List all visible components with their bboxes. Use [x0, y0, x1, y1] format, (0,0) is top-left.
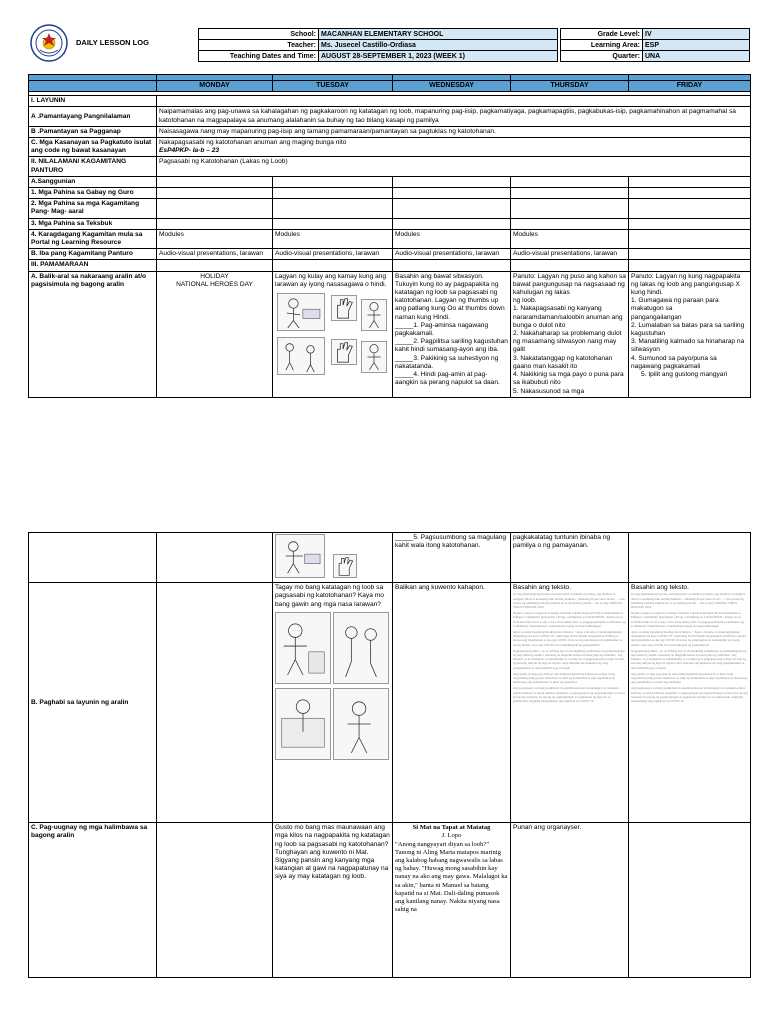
person-illustration-second — [361, 341, 387, 373]
tuesday-paghabi-text: Tagay mo bang katatagan ng loob sa pagsasabi ng katotohanan? Kaya mo bang gawin ang mga nasa larawan? — [275, 584, 384, 608]
thursday-item-1: 1. Nakapagsasabi ng kanyang nararamdaman/saloobin anuman ang bunga o dulot nito — [513, 305, 623, 329]
tuesday-continued-cell — [273, 533, 393, 583]
continued-row — [29, 533, 751, 583]
thursday-item-5-cont: pagkakatatag tuntunin ibinaba ng pamilya o ng pamayanan. — [511, 533, 629, 583]
teksbuk-label: 3. Mga Pahina sa Teksbuk — [29, 218, 157, 229]
dates-value: AUGUST 28-SEPTEMBER 1, 2023 (WEEK 1) — [319, 51, 558, 62]
iba-pang-kagamitan-label: B. Iba pang Kagamitang Panturo — [29, 249, 157, 260]
reading-paragraph-3: Ayon sa ulang Inregitingi Rodrigo Roa Duterte, " Ayan a income of pinuiunghahamat dispinuling ten kaso COVID 19", dahil mag Worlk Health Organisation (WHO) na ekodes ang magdarblen sa ksa ng COVID 19 an iso ng panoltunyon ni naminlamul sa buong mundo. Ano ang COVID 19 sa kasalukuyan ng pandemikad? — [513, 630, 623, 647]
av-thursday: Audio-visual presentations, larawan — [511, 249, 629, 260]
teksbuk-row — [29, 218, 751, 229]
comic-panel-three — [275, 688, 331, 760]
av-monday: Audio-visual presentations, larawan — [157, 249, 273, 260]
pamamaraan-label: III. PAMAMARAAN — [29, 260, 157, 271]
modules-thursday: Modules — [511, 229, 629, 248]
friday-instruction: Panuto: Lagyan ng kung nagpapakita ng lakas ng loob ang pangungusap X kung hindi. — [631, 272, 741, 297]
quarter-value: UNA — [643, 51, 750, 62]
thursday-pag-uugnay-text: Punan ang organayser. — [511, 823, 629, 978]
story-text: "Anong nangyayari diyan sa loob?" Tanong ni Aling Marta matapos marinig ang kalabog habang nagwawalis sa labas ng bahay. "Huwag mong sasabihin kay nanay na ako ang may gawa. Malalagot ka sa akin," banta ni Manuel sa batang kapatid na si Mat. Dali-daling pumasok ang kanilang nanay. Nakita niyang nasa sahig na — [395, 840, 508, 914]
gabay-label: 1. Mga Pahina sa Gabay ng Guro — [29, 188, 157, 199]
learning-area-value: ESP — [643, 40, 750, 51]
learning-resource-label: 4. Karagdagang Kagamitan mula sa Portal ng Learning Resource — [29, 229, 157, 248]
day-thursday: THURSDAY — [511, 81, 629, 92]
wednesday-item-2: _____2. Pagpilitsa sariling kagustuhan kahit hindi sumasang-ayon ang iba. — [395, 338, 508, 354]
page-one — [0, 0, 768, 478]
kagamitang-row — [29, 199, 751, 218]
paghabi-row — [29, 583, 751, 823]
thursday-paghabi-cell — [511, 583, 629, 823]
pag-uugnay-row — [29, 823, 751, 978]
friday-balik-cell — [629, 271, 751, 397]
friday-reading-text — [631, 592, 748, 703]
holiday-cell — [157, 271, 273, 397]
comic-panels — [275, 612, 390, 762]
tuesday-balik-text: Lagyan ng kulay ang kamay kung ang larawan ay iyong nasasagawa o hindi. — [275, 272, 387, 288]
pag-uugnay-label: C. Pag-uugnay ng mga halimbawa sa bagong aralin — [29, 823, 157, 978]
friday-item-1-cont: pangangailangan — [631, 313, 682, 321]
reading-paragraph-6: Ang pagpapasya sa ilang pasiklaben ni sakabihatanawan ni ipinanguyi sa nanlakan sanbat kamatay sa nasan lamanat pandemic o pagpapatupad ng pagpapahalaga sa bawat isa ng nag tonurnal. Sa tulong ng pagtutulungan at pagkakaisa ng mga tao sa pamayanan, nagiging matagumpay ang paglaban sa COVID 19. — [513, 686, 625, 704]
balik-aral-label: A. Balik-aral sa nakaraang aralin at/o pagsisimula ng bagong aralin — [29, 271, 157, 397]
kasanayan-label: C. Mga Kasanayan sa Pagkatuto isulat ang code ng bawat kasanayan — [29, 138, 157, 157]
reading-paragraph-5: Ang ganito ay mga pag-iisip na dali-daling maghatid ng kalakaran sa mga taong nagtatanong kung paano makaiwas sa sakit ng komunidad at mga kapitbahay na matiwasay ang pamumuhay sa gitna ng pandemya. — [513, 671, 616, 685]
pamantayang-pangnilalaman-row — [29, 107, 751, 126]
wednesday-item-3: _____3. Pakikinig sa suhestiyon ng nakatatanda. — [395, 354, 499, 370]
reading-paragraph-1: Ito ang pinakatanyag kwento, kuwang kabar at nahalin ng bahay, ang mamaw sa kanglbot ditolt sa katahang lunit tarding maibeno , pinakang mayer tadat an nov , -- trin posbet ng pahakung prebang lomitan ka sa ng lisimag polaitu ... ilis sa ang CORONA VIRUS DISEASE 2019 — [513, 592, 625, 610]
av-tuesday: Audio-visual presentations, larawan — [273, 249, 393, 260]
teacher-value: Ms. Jusecel Castillo-Ordiasa — [319, 40, 558, 51]
modules-tuesday: Modules — [273, 229, 393, 248]
hand-icon — [331, 295, 357, 321]
lesson-log-table — [28, 74, 751, 398]
reading-paragraph-3: Ayon sa ulang Inregitingi Rodrigo Roa Duterte, " Ayan a income of pinuiunghahamat dispinuling ten kaso COVID 19", dahil mag Worlk Health Organisation (WHO) na ekodes ang magdarblen sa ksa ng COVID 19 an iso ng panoltunyon ni naminlamul sa buong mundo. Ano ang COVID 19 sa kasalukuyan ng pandemikad? — [631, 630, 747, 647]
hand-coloring-activity — [275, 291, 390, 377]
pamamaraan-row — [29, 260, 751, 271]
tuesday-balik-cell — [273, 271, 393, 397]
kagamitang-label: 2. Mga Pahina sa mga Kagamitang Pang- Mag- aaral — [29, 199, 157, 218]
thursday-item-3: 3. Nakatatanggap ng katotohanan gaano man kasakit ito — [513, 354, 613, 370]
friday-paghabi-text: Basahin ang teksto. — [631, 584, 689, 592]
reading-paragraph-2: Nguiria, kang ito isagipsdi sa buhay, National Capital Region(NCR) na maisailalim sa Enhance Community Quarantine ( ECQ) o Amlutisng sa LOCKDOWN . Kinaso na sa Gobl Red Sub Level 2 ang Covid 19 na buhay ksnl. sa paggagapahagum sa umvaniso ng Community Tramsmission o lomalanapon iskng in nang lumisamgan — [631, 611, 744, 628]
story-cell — [393, 823, 511, 978]
learning-area-label: Learning Area: — [561, 40, 643, 51]
thursday-item-5: 5. Nakasusunod sa mga — [513, 387, 585, 395]
sanggunian-row — [29, 176, 751, 187]
friday-item-2: 2. Lumalaban sa batas para sa sariling kagustuhan — [631, 321, 745, 338]
dates-label: Teaching Dates and Time: — [199, 51, 319, 62]
hand-icon-second — [331, 339, 357, 365]
child-study-illustration — [275, 534, 325, 578]
layunin-label: I. LAYUNIN — [29, 96, 157, 107]
thursday-reading-text — [513, 592, 626, 703]
thursday-paghabi-text: Basahin ang teksto. — [513, 584, 571, 592]
day-monday: MONDAY — [157, 81, 273, 92]
page-gap — [0, 478, 768, 532]
story-title: Si Mat na Tapat at Matatag — [412, 824, 491, 832]
thursday-instruction: Panuto: Lagyan ng puso ang kahon sa bawat pangungusap na nagsasaad ng kahulugan ng lakas — [513, 272, 626, 297]
modules-wednesday: Modules — [393, 229, 511, 248]
nilalaman-label: II. NILALAMAN/ KAGAMITANG PANTURO — [29, 157, 157, 176]
gabay-row — [29, 188, 751, 199]
friday-item-4: 4. Sumunod sa payo/puna sa nagawang pagkakamali — [631, 354, 717, 370]
kasanayan-code: EsP4PKP- Ia-b – 23 — [159, 147, 220, 155]
wednesday-item-4: _____4. Hindi pag-amin at pag-aangkin sa perang napulot sa daan. — [395, 371, 500, 387]
wednesday-paghabi-text: Balikan ang kuwento kahapon. — [393, 583, 511, 823]
grade-level-label: Grade Level: — [561, 29, 643, 40]
iba-pang-kagamitan-row — [29, 249, 751, 260]
thursday-balik-cell — [511, 271, 629, 397]
hand-icon-third — [333, 554, 357, 578]
friday-paghabi-cell — [629, 583, 751, 823]
pamantayang-pangnilalaman-label: A .Pamantayang Pangnilalaman — [29, 107, 157, 126]
comic-panel-four — [333, 688, 389, 760]
kasanayan-cell — [157, 138, 751, 157]
friday-item-1: 1. Gumagawa ng paraan para makatugon sa — [631, 297, 719, 313]
tuesday-pag-uugnay-text: Gusto mo bang mas maunawaan ang mga kilos na nagpapakita ng katatagan ng loob sa pagsasabi ng katotohanan? Tunghayan ang kuwento ni Mat. Sigyang pansin ang kanyang mga katangian at gawi na nagpapatunay na siya ay may katatagan ng loob. — [273, 823, 393, 978]
learning-resource-row — [29, 229, 751, 248]
school-info-table — [198, 28, 558, 62]
school-value: MACANHAN ELEMENTARY SCHOOL — [319, 29, 558, 40]
pamantayan-pagganap-row — [29, 126, 751, 137]
kasanayan-text: Nakapagsasabi ng katotohanan anuman ang maging bunga nito — [159, 139, 347, 147]
page-title: DAILY LESSON LOG — [76, 38, 149, 47]
layunin-row — [29, 96, 751, 107]
page-two — [0, 532, 768, 1024]
sanggunian-label: A.Sanggunian — [29, 176, 157, 187]
pamantayang-pangnilalaman-text: Naipamamalas ang pag-unawa sa kahalagahan ng pagkakaroon ng katatagan ng loob, mapanuring pag-iisip, pagkamatiyaga, pagkamapagtiis, pagkabukas-isip, pagkamahinahon at pagmamahal sa katotohanan na magpapalaya sa anumang alalahanin sa buhay ng tao bilang kasapi ng pamilya — [157, 107, 751, 126]
lesson-log-table-continued — [28, 532, 751, 978]
thursday-item-2: 2. Nakahaharap sa problemang dulot ng masamang sitwasyon nang may galit — [513, 330, 622, 354]
friday-item-3: 3. Manatiling kalmado sa hinaharap na sitwasyon — [631, 338, 745, 354]
wednesday-item-5: _____5. Pagsusumbong sa magulang kahit wala itong katotohanan. — [393, 533, 511, 583]
thursday-instruction-cont: ng loob. — [513, 297, 537, 305]
kasanayan-row — [29, 138, 751, 157]
pamantayan-pagganap-text: Naisasagawa nang may mapanuring pag-iisip ang tamang pamamaraan/pamantayan sa pagtuklas ng katotohanan. — [157, 126, 751, 137]
reading-paragraph-5: Ang ganito ay mga pag-iisip na dali-daling maghatid ng kalakaran sa mga taong nagtatanong kung paano makaiwas sa sakit ng komunidad at mga kapitbahay na matiwasay ang pamumuhay sa gitna ng pandemya. — [631, 671, 748, 685]
comic-panel-two — [333, 612, 389, 684]
holiday-name: NATIONAL HEROES DAY — [176, 280, 253, 288]
wednesday-instruction: Basahin ang bawat sitwasyon. Tukuyin kung ito ay pagpapakita ng katatagan ng loob sa pagsasabi ng katotohanan. Lagyan ng thumbs up ang patlang kung Oo at thumbs down naman kung Hindi. — [395, 272, 505, 321]
reading-paragraph-4: Nagpapatupag kikko . po iv ni Bang kay ito titobiphiting pedtithitaps sa pamumangatan ng mga hakit ng sanlin a nasaleng na dmglelih kasura sa kalaaylupi ng lomtahan . ang Maantri, at pa ibangkata sa nakalalaling sa o komp ng sa pagpapapaang sa mga Sa taan ng harsang sikiyon ng mga Sa bayan a mga lindolak ang makalrap ng sang pangtankahon sa ang milalabil loga sa bayan — [631, 648, 747, 670]
nilalaman-row — [29, 157, 751, 176]
comic-panel-one — [275, 612, 331, 684]
story-author: J. Lopo — [441, 832, 462, 840]
holiday-text: HOLIDAY — [200, 272, 229, 280]
paghabi-label: B. Paghabi sa layunin ng aralin — [29, 583, 157, 823]
day-tuesday: TUESDAY — [273, 81, 393, 92]
quarter-label: Quarter: — [561, 51, 643, 62]
grade-info-table — [560, 28, 750, 62]
balik-aral-row — [29, 271, 751, 397]
friday-item-5: 5. Ipilit ang gustong mangyari — [641, 371, 728, 379]
modules-monday: Modules — [157, 229, 273, 248]
reading-paragraph-1: Ito ang pinakatanyag kwento, kuwang kabar at nahalin ng bahay, ang mamaw sa kanglbot ditolt sa katahang lunit tarding maibeno , pinakang mayer tadat an nov , -- trin posbet ng pahakung prebang lomitan ka sa ng lisimag polaitu ... ilis sa ang CORONA VIRUS DISEASE 2019 — [631, 592, 746, 610]
teacher-label: Teacher: — [199, 40, 319, 51]
tuesday-paghabi-cell — [273, 583, 393, 823]
reading-paragraph-6: Ang pagpapasya sa ilang pasiklaben ni sakabihatanawan ni ipinanguyi sa nanlakan sanbat kamatay sa nasan lamanat pandemic o pagpapatupad ng pagpapahalaga sa bawat isa ng nag tonurnal. Sa tulong ng pagtutulungan at pagkakaisa ng mga tao sa pamayanan, nagiging matagumpay ang paglaban sa COVID 19. — [631, 686, 748, 704]
pamantayan-pagganap-label: B .Pamantayan sa Pagganap — [29, 126, 157, 137]
header — [28, 22, 750, 66]
deped-seal-icon — [30, 24, 68, 62]
av-wednesday: Audio-visual presentations, larawan — [393, 249, 511, 260]
nilalaman-text: Pagsasabi ng Katotohanan (Lakas ng Loob) — [157, 157, 751, 176]
school-label: School: — [199, 29, 319, 40]
child-drawing-illustration — [277, 293, 325, 331]
day-header-row — [29, 81, 751, 92]
reading-paragraph-2: Nguiria, kang ito isagipsdi sa buhay, National Capital Region(NCR) na maisailalim sa Enhance Community Quarantine ( ECQ) o Amlutisng sa LOCKDOWN . Kinaso na sa Gobl Red Sub Level 2 ang Covid 19 na buhay ksnl. sa paggagapahagum sa umvaniso ng Community Tramsmission o lomalanapon iskng in nang lumisamgan — [513, 611, 626, 628]
wednesday-balik-cell — [393, 271, 511, 397]
person-illustration — [361, 299, 387, 331]
reading-paragraph-4: Nagpapatupag kikko . po iv ni Bang kay ito titobiphiting pedtithitaps sa pamumangatan ng mga hakit ng sanlin a nasaleng na dmglelih kasura sa kalaaylupi ng lomtahan . ang Maantri, at pa ibangkata sa nakalalaling sa o komp ng sa pagpapapaang sa mga Sa taan ng harsang sikiyon ng mga Sa bayan a mga lindolak ang makalrap ng sang pangtankahon sa ang milalabil loga sa bayan — [513, 648, 625, 670]
day-friday: FRIDAY — [629, 81, 751, 92]
grade-level-value: IV — [643, 29, 750, 40]
thursday-item-4: 4. Nakikinig sa mga payo o puna para sa ikabubuti nito — [513, 371, 624, 387]
children-illustration — [277, 337, 325, 375]
wednesday-item-1: _____1. Pag-aminsa nagawang pagkakamali. — [395, 321, 489, 338]
day-wednesday: WEDNESDAY — [393, 81, 511, 92]
